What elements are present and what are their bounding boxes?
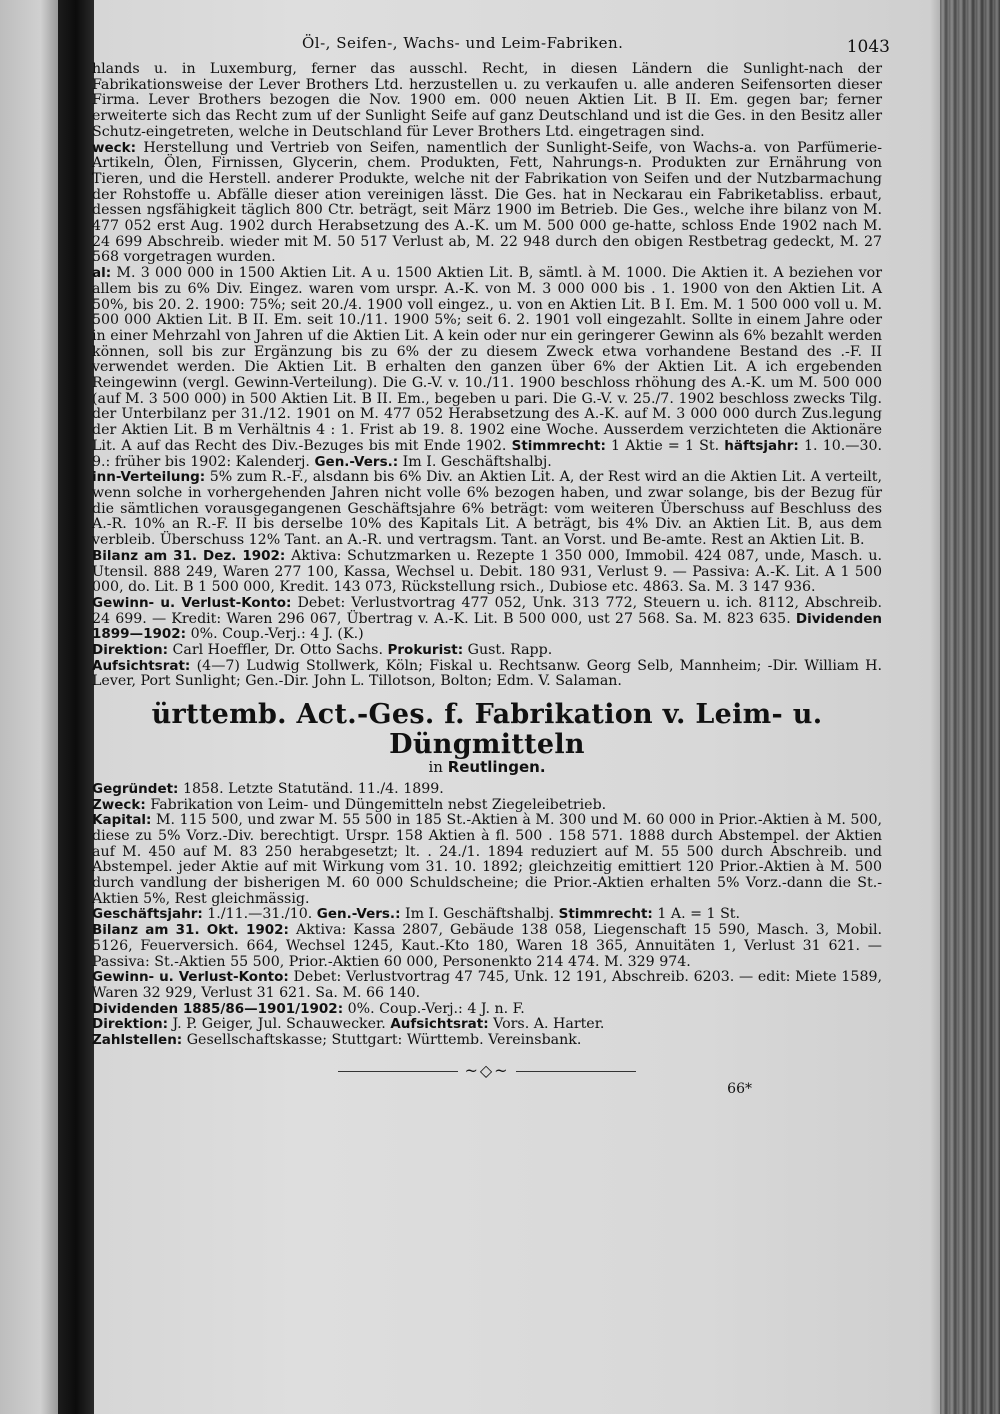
guv-paragraph (92, 596, 882, 643)
prokurist-label: Prokurist: (387, 642, 464, 659)
kapital-text: M. 3 000 000 in 1500 Aktien Lit. A u. 1500 Aktien Lit. B, sämtl. à M. 1000. Die Aktien it. A beziehen vor allem bis zu 6% Div. Eingez. waren vom urspr. A.-K. von M. 3 000 000 bis . 1. 1900 von den Aktien Lit. A 50%, bis 20. 2. 1900: 75%; seit 20./4. 1900 voll eingez., u. von en Aktien Lit. B I. Em. M. 1 500 000 voll u. M. 500 000 Aktien Lit. B II. Em. seit 10./11. 1900 5%; seit 6. 2. 1901 voll eingezahlt. Sollte in einem Jahre oder in einer Mehrzahl von Jahren uf die Aktien Lit. A kein oder nur ein geringerer Gewinn als 6% bezahlt werden können, soll bis zur Ergänzung bis zu 6% der zu diesem Zweck etwa vorhandene Bestand des .-F. II verwendet werden. Die Aktien Lit. B erhalten den ganzen über 6% der Aktien Lit. A ich ergebenden Reingewinn (vergl. Gewinn-Verteilung). Die G.-V. v. 10./11. 1900 beschloss rhöhung des A.-K. um M. 500 000 (auf M. 3 500 000) in 500 Aktien Lit. B II. Em., begeben u pari. Die G.-V. v. 25./7. 1902 beschloss zwecks Tilg. der Unterbilanz per 31./12. 1901 on M. 477 052 Herabsetzung des A.-K. auf M. 3 000 000 durch Zus.legung der Aktien Lit. B m Verhältnis 4 : 1. Frist ab 19. 8. 1902 eine Woche. Ausserdem verzichteten die Aktionäre Lit. A auf das Recht des Div.-Bezuges bis mit Ende 1902. (92, 265, 882, 454)
zahlstellen-label: Zahlstellen: (92, 1032, 183, 1049)
genvers2-text: Im I. Geschäftshalbj. (404, 906, 555, 923)
dividenden2-paragraph (92, 1002, 882, 1018)
genvers2-label: Gen.-Vers.: (316, 906, 401, 923)
zweck2-text: Fabrikation von Leim- und Düngemitteln nebst Ziegeleibetrieb. (150, 796, 607, 813)
kapital2-label: Kapital: (92, 812, 152, 829)
stimmrecht2-label: Stimmrecht: (558, 906, 653, 923)
gewinnverteilung-text: 5% zum R.-F., alsdann bis 6% Div. an Aktien Lit. A, der Rest wird an die Aktien Lit. A verteilt, wenn solche in vorhergehenden Jahren nicht volle 6% bezogen haben, und zwar solange, bis der Bezug für die sämtlichen vorausgegangenen Geschäftsjahre 6% beträgt: vom weiteren Überschuss auf Beschluss des A.-R. 10% an R.-F. II bis derselbe 10% des Kapitals Lit. A beträgt, bis 4% Div. an Aktien Lit. B, aus dem verbleib. Überschuss 12% Tant. an A.-R. und vertragsm. Tant. an Vorst. und Be-amte. Rest an Aktien Lit. B. (92, 469, 882, 549)
gegruendet-paragraph (92, 782, 882, 798)
zweck-paragraph (92, 141, 882, 267)
entry-intro: hlands u. in Luxemburg, ferner das ausschl. Recht, in diesen Ländern die Sunlight-nach der Fabrikationsweise der Lever Brothers Ltd. herzustellen u. zu verkaufen u. alle anderen Seifensorten dieser Firma. Lever Brothers bezogen die Nov. 1900 em. 000 neuen Aktien Lit. B II. Em. gegen bar; ferner erweiterte sich das Recht zum uf der Sunlight Seife auf ganz Deutschland und ist die Ges. in den Besitz aller Schutz-eingetreten, welche in Deutschland für Lever Brothers Ltd. eingetragen sind. (92, 61, 882, 140)
company-title: ürttemb. Act.-Ges. f. Fabrikation v. Leim- u. Düngmitteln (151, 699, 823, 761)
ornament-line-right (516, 1071, 636, 1072)
aufsichtsrat-text: (4—7) Ludwig Stollwerk, Köln; Fiskal u. Rechtsanw. Georg Selb, Mannheim; -Dir. William H. Lever, Port Sunlight; Gen.-Dir. John L. Tillotson, Bolton; Edm. V. Salaman. (92, 657, 882, 690)
signature-mark: 66* (727, 1081, 752, 1098)
dividenden2-text: 0%. Coup.-Verj.: 4 J. n. F. (347, 1000, 525, 1017)
company-place (92, 760, 882, 776)
guv2-label: Gewinn- u. Verlust-Konto: (92, 969, 289, 986)
page-edge-shadow (940, 0, 1000, 1414)
direktion-text: Carl Hoeffler, Dr. Otto Sachs. (172, 642, 383, 659)
geschaeftsjahr2-text: 1./11.—31./10. (207, 906, 313, 923)
dividenden-text: 0%. Coup.-Verj.: 4 J. (K.) (190, 626, 364, 643)
prokurist-text: Gust. Rapp. (467, 642, 553, 659)
ornament-line-left (338, 1071, 458, 1072)
guv2-text: Debet: Verlustvortrag 47 745, Unk. 12 191, Abschreib. 6203. — edit: Miete 1589, Waren 32 929, Verlust 31 621. Sa. M. 66 140. (92, 969, 883, 1001)
geschaeftsjahr2-paragraph (92, 907, 882, 923)
bilanz-text: Aktiva: Schutzmarken u. Rezepte 1 350 000, Immobil. 424 087, unde, Masch. u. Utensil. 888 249, Waren 277 100, Kassa, Wechsel u. Debit. 180 931, Verlust 9. — Passiva: A.-K. Lit. A 1 500 000, do. Lit. B 1 500 000, Kredit. 143 073, Rückstellung rsich., Dubiose etc. 4863. Sa. M. 3 147 936. (92, 547, 882, 596)
kapital2-text: M. 115 500, und zwar M. 55 500 in 185 St.-Aktien à M. 300 und M. 60 000 in Prior.-Aktien à M. 500, diese zu 5% Vorz.-Div. berechtigt. Urspr. 158 Aktien à fl. 500 . 158 571. 1888 durch Abstempel. der Aktien auf M. 450 auf M. 83 250 herabgesetzt; lt. . 24./1. 1894 reduziert auf M. 55 500 durch Abschreib. und Abstempel. jeder Aktie auf mit Wirkung vom 31. 10. 1892; gleichzeitig emittiert 120 Prior.-Aktien à M. 500 durch vandlung der bisherigen M. 60 000 Schuldscheine; die Prior.-Aktien erhalten 5% Vorz.-dann die St.-Aktien 5%, Rest gleichmässig. (92, 812, 883, 907)
running-title: Öl-, Seifen-, Wachs- und Leim-Fabriken. (302, 34, 624, 52)
entry-lever-brothers (92, 62, 882, 690)
zweck-text: Herstellung und Vertrieb von Seifen, namentlich der Sunlight-Seife, von Wachs-a. von Parfümerie-Artikeln, Ölen, Firnissen, Glycerin, chem. Produkten, Fett, Nahrungs-n. Produkten zur Ernährung von Tieren, und die Herstell. anderer Produkte, welche nit der Fabrikation von Seifen und der Nutzbarmachung der Rohstoffe u. Abfälle dieser ation vereinigen lässt. Die Ges. hat in Neckarau ein Fabriketabliss. erbaut, dessen ngsfähigkeit täglich 800 Ctr. beträgt, seit März 1900 im Betrieb. Die Ges., welche ihre bilanz von M. 477 052 erst Aug. 1902 durch Herabsetzung des A.-K. um M. 500 000 ge-hatte, schloss Ende 1902 nach M. 24 699 Abschreib. wieder mit M. 50 517 Verlust ab, M. 22 948 durch den obigen Restbetrag gedeckt, M. 27 568 vorgetragen wurden. (92, 139, 882, 266)
bilanz-label: Bilanz am 31. Dez. 1902: (92, 547, 286, 564)
aufsichtsrat-paragraph (92, 659, 882, 690)
stimmrecht-label: Stimmrecht: (511, 437, 606, 454)
place-prefix: in (428, 758, 443, 777)
aufsichtsrat2-label: Aufsichtsrat: (390, 1016, 489, 1033)
geschaeftsjahr-text: 1. 10.—30. 9.: früher bis 1902: Kalenderj. (92, 437, 883, 470)
genvers-text: Im I. Geschäftshalbj. (402, 453, 552, 470)
gegruendet-label: Gegründet: (92, 780, 179, 797)
kapital-paragraph (92, 266, 882, 470)
zweck-label: weck: (92, 139, 137, 156)
book-gutter (58, 0, 94, 1414)
direktion-label: Direktion: (92, 642, 168, 659)
gegruendet-text: 1858. Letzte Statutänd. 11./4. 1899. (182, 780, 444, 797)
page-content (92, 28, 890, 1098)
zweck2-paragraph (92, 798, 882, 814)
gewinnverteilung-label: inn-Verteilung: (92, 469, 206, 486)
direktion2-paragraph (92, 1017, 882, 1033)
place-name: Reutlingen. (447, 758, 546, 777)
aufsichtsrat2-text: Vors. A. Harter. (493, 1016, 605, 1033)
bilanz2-text: Aktiva: Kassa 2807, Gebäude 138 058, Liegenschaft 15 590, Masch. 3, Mobil. 5126, Feuerversich. 664, Wechsel 1245, Kaut.-Kto 180, Waren 18 365, Annuitäten 1, Verlust 31 621. — Passiva: St.-Aktien 55 500, Prior.-Aktien 60 000, Personenkto 214 474. M. 329 974. (92, 922, 882, 970)
guv-label: Gewinn- u. Verlust-Konto: (92, 594, 292, 611)
gewinnverteilung-paragraph (92, 470, 882, 549)
stimmrecht2-text: 1 A. = 1 St. (657, 906, 741, 923)
zahlstellen-text: Gesellschaftskasse; Stuttgart: Württemb. Vereinsbank. (186, 1032, 582, 1049)
direktion2-text: J. P. Geiger, Jul. Schauwecker. (172, 1016, 386, 1033)
geschaeftsjahr-label: häftsjahr: (724, 437, 799, 454)
zweck2-label: Zweck: (92, 796, 146, 813)
stimmrecht-text: 1 Aktie = 1 St. (611, 437, 720, 454)
dividenden-label: Dividenden 1899—1902: (92, 610, 882, 643)
aufsichtsrat-label: Aufsichtsrat: (92, 657, 191, 674)
bilanz-paragraph (92, 549, 882, 596)
facing-page-edge (0, 0, 58, 1414)
guv-text: Debet: Verlustvortrag 477 052, Unk. 313 772, Steuern u. ich. 8112, Abschreib. 24 699. — Kredit: Waren 296 067, Übertrag v. A.-K. Lit. B 500 000, ust 27 568. Sa. M. 823 635. (92, 594, 882, 627)
bilanz2-label: Bilanz am 31. Okt. 1902: (92, 922, 289, 939)
bilanz2-paragraph (92, 923, 882, 970)
direktion-paragraph (92, 643, 882, 659)
kapital-label: al: (92, 265, 112, 282)
geschaeftsjahr2-label: Geschäftsjahr: (92, 906, 203, 923)
end-ornament (92, 1060, 882, 1080)
running-header (92, 28, 890, 62)
genvers-label: Gen.-Vers.: (314, 453, 399, 470)
kapital2-paragraph (92, 813, 882, 907)
ornament-glyph: ~◇~ (464, 1060, 510, 1080)
guv2-paragraph (92, 970, 882, 1001)
page-number: 1043 (846, 37, 890, 57)
zahlstellen-paragraph (92, 1033, 882, 1049)
dividenden2-label: Dividenden 1885/86—1901/1902: (92, 1000, 344, 1017)
direktion2-label: Direktion: (92, 1016, 168, 1033)
entry-wuerttemb-leim (92, 700, 882, 1049)
